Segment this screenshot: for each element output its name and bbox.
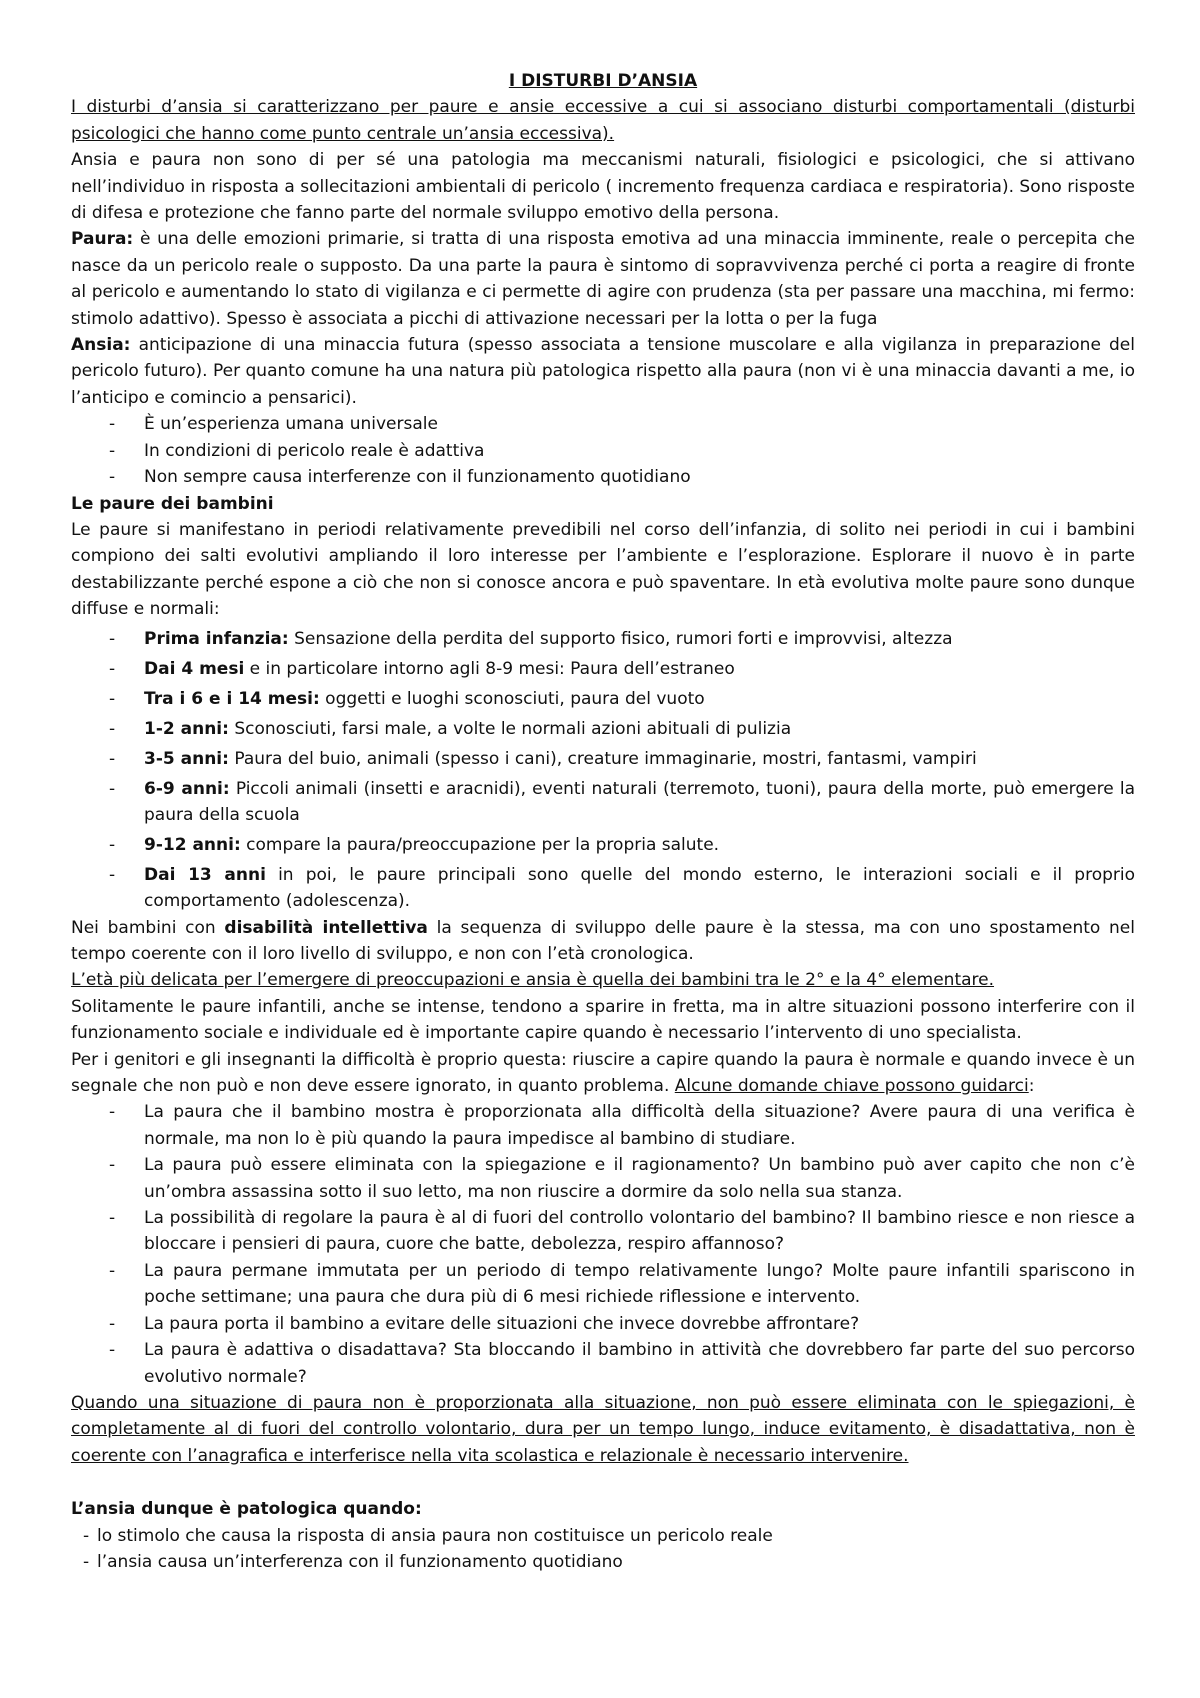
disab-pre: Nei bambini con <box>71 917 225 938</box>
list-item: - lo stimolo che causa la risposta di ansia paura non costituisce un pericolo reale <box>97 1523 1135 1549</box>
list-item <box>144 858 1135 914</box>
age-term: 3-5 anni: <box>144 748 229 769</box>
disab-term: disabilità intellettiva <box>224 917 428 938</box>
list-item: - Non sempre causa interferenze con il funzionamento quotidiano <box>144 464 1135 490</box>
ansia-list <box>71 411 1135 490</box>
age-text: e in particolare intorno agli 8-9 mesi: Paura dell’estraneo <box>244 658 735 679</box>
list-item: - La paura permane immutata per un periodo di tempo relativamente lungo? Molte paure infantili spariscono in poche settimane; una paura che dura più di 6 mesi richiede riflessione e intervento. <box>144 1258 1135 1311</box>
eta-delicata-paragraph: L’età più delicata per l’emergere di preoccupazioni e ansia è quella dei bambini tra le 2° e la 4° elementare. <box>71 970 995 991</box>
list-item: - La paura è adattiva o disadattava? Sta bloccando il bambino in attività che dovrebbero far parte del suo percorso evolutivo normale? <box>144 1337 1135 1390</box>
paura-text: è una delle emozioni primarie, si tratta di una risposta emotiva ad una minaccia imminente, reale o percepita che nasce da un pericolo reale o supposto. Da una parte la paura è sintomo di sopravvivenza perché ci porta a reagire di fronte al pericolo e aumentando lo stato di vigilanza e ci permette di agire con prudenza (sta per passare una macchina, mi fermo: stimolo adattivo). Spesso è associata a picchi di attivazione necessari per la lotta o per la fuga <box>71 229 1135 329</box>
list-item <box>144 828 1135 858</box>
conclusione-paragraph: Quando una situazione di paura non è proporzionata alla situazione, non può essere eliminata con le spiegazioni, è completamente al di fuori del controllo volontario, dura per un tempo lungo, induce evitamento, è disadattativa, non è coerente con l’anagrafica e interferisce nella vita scolastica e relazionale è necessario intervenire. <box>71 1392 1135 1466</box>
age-text: compare la paura/preoccupazione per la propria salute. <box>240 834 720 855</box>
intro-paragraph: I disturbi d’ansia si caratterizzano per paure e ansie eccessive a cui si associano disturbi comportamentali (disturbi psicologici che hanno come punto centrale un’ansia eccessiva). <box>71 97 1135 144</box>
age-term: Prima infanzia: <box>144 629 289 650</box>
age-text: Sconosciuti, farsi male, a volte le normali azioni abituali di pulizia <box>228 718 792 739</box>
list-item: - La paura può essere eliminata con la spiegazione e il ragionamento? Un bambino può aver capito che non c’è un’ombra assassina sotto il suo letto, ma non riuscire a dormire da solo nella sua stanza. <box>144 1152 1135 1205</box>
age-text: in poi, le paure principali sono quelle del mondo esterno, le interazioni sociali e il proprio comportamento (adolescenza). <box>144 864 1135 912</box>
bambini-heading <box>71 491 1135 517</box>
disabilita-paragraph <box>71 915 1135 968</box>
document-title: I DISTURBI D’ANSIA <box>508 71 698 91</box>
age-text: Piccoli animali (insetti e aracnidi), eventi naturali (terremoto, tuoni), paura della morte, può emergere la paura della scuola <box>144 778 1135 825</box>
age-text: Sensazione della perdita del supporto fisico, rumori forti e improvvisi, altezza <box>288 629 953 650</box>
bambini-paragraph: Le paure si manifestano in periodi relativamente prevedibili nel corso dell’infanzia, di solito nei periodi in cui i bambini compiono dei salti evolutivi ampliando il loro interesse per l’ambiente e l’esplorazione. Esplorare il nuovo è in parte destabilizzante perché espone a ciò che non si conosce ancora e può spaventare. In età evolutiva molte paure sono dunque diffuse e normali: <box>71 519 1135 620</box>
domande-list <box>71 1099 1135 1389</box>
list-item: - La paura che il bambino mostra è proporzionata alla difficoltà della situazione? Avere paura di una verifica è normale, ma non lo è più quando la paura impedisce al bambino di studiare. <box>144 1099 1135 1152</box>
paura-paragraph <box>71 226 1135 332</box>
list-item: - l’ansia causa un’interferenza con il funzionamento quotidiano <box>97 1549 1135 1575</box>
ansia-paragraph <box>71 332 1135 411</box>
solitamente-paragraph: Solitamente le paure infantili, anche se intense, tendono a sparire in fretta, ma in altre situazioni possono interferire con il funzionamento sociale e individuale ed è importante capire quando è necessario l’intervento di uno specialista. <box>71 996 1135 1044</box>
genitori-colon: : <box>1028 1076 1035 1097</box>
list-item <box>144 623 1135 653</box>
list-item: - In condizioni di pericolo reale è adattiva <box>144 438 1135 464</box>
genitori-paragraph <box>71 1047 1135 1100</box>
paura-term: Paura: <box>71 229 134 250</box>
age-term: Tra i 6 e i 14 mesi: <box>144 688 320 709</box>
ansia-text: anticipazione di una minaccia futura (spesso associata a tensione muscolare e alla vigilanza in preparazione del pericolo futuro). Per quanto comune ha una natura più patologica rispetto alla paura (non vi è una minaccia davanti a me, io l’anticipo e comincio a pensarici). <box>71 335 1135 408</box>
list-item: - La possibilità di regolare la paura è al di fuori del controllo volontario del bambino? Il bambino riesce e non riesce a bloccare i pensieri di paura, cuore che batte, debolezza, respiro affannoso? <box>144 1205 1135 1258</box>
list-item: - La paura porta il bambino a evitare delle situazioni che invece dovrebbe affrontare? <box>144 1311 1135 1337</box>
age-term: 1-2 anni: <box>144 718 229 739</box>
list-item <box>144 742 1135 772</box>
ansia-paura-paragraph: Ansia e paura non sono di per sé una patologia ma meccanismi naturali, fisiologici e psicologici, che si attivano nell’individuo in risposta a sollecitazioni ambientali di pericolo ( incremento frequenza cardiaca e respiratoria). Sono risposte di difesa e protezione che fanno parte del normale sviluppo emotivo della persona. <box>71 150 1135 224</box>
list-item: - È un’esperienza umana universale <box>144 411 1135 437</box>
spacer <box>71 1469 1135 1496</box>
list-item <box>144 682 1135 712</box>
genitori-underlined: Alcune domande chiave possono guidarci <box>674 1076 1029 1097</box>
age-text: oggetti e luoghi sconosciuti, paura del vuoto <box>319 688 705 709</box>
bambini-heading-text: Le paure dei bambini <box>71 493 274 514</box>
age-term: 9-12 anni: <box>144 834 241 855</box>
ages-list <box>71 623 1135 915</box>
age-term: Dai 4 mesi <box>144 658 245 679</box>
ansia-term: Ansia: <box>71 335 131 356</box>
list-item <box>144 772 1135 828</box>
patologica-list <box>71 1523 1135 1576</box>
list-item <box>144 712 1135 742</box>
age-text: Paura del buio, animali (spesso i cani), creature immaginarie, mostri, fantasmi, vampiri <box>228 748 977 769</box>
genitori-text: Per i genitori e gli insegnanti la difficoltà è proprio questa: riuscire a capire quando la paura è normale e quando invece è un segnale che non può e non deve essere ignorato, in quanto problema. <box>71 1049 1135 1097</box>
age-term: Dai 13 anni <box>144 864 266 885</box>
patologica-heading-text: L’ansia dunque è patologica quando: <box>71 1499 422 1520</box>
patologica-heading <box>71 1496 1135 1522</box>
list-item <box>144 652 1135 682</box>
age-term: 6-9 anni: <box>144 778 230 799</box>
disab-post: la sequenza di sviluppo delle paure è la stessa, ma con uno spostamento nel tempo coerente con il loro livello di sviluppo, e non con l’età cronologica. <box>71 917 1135 964</box>
